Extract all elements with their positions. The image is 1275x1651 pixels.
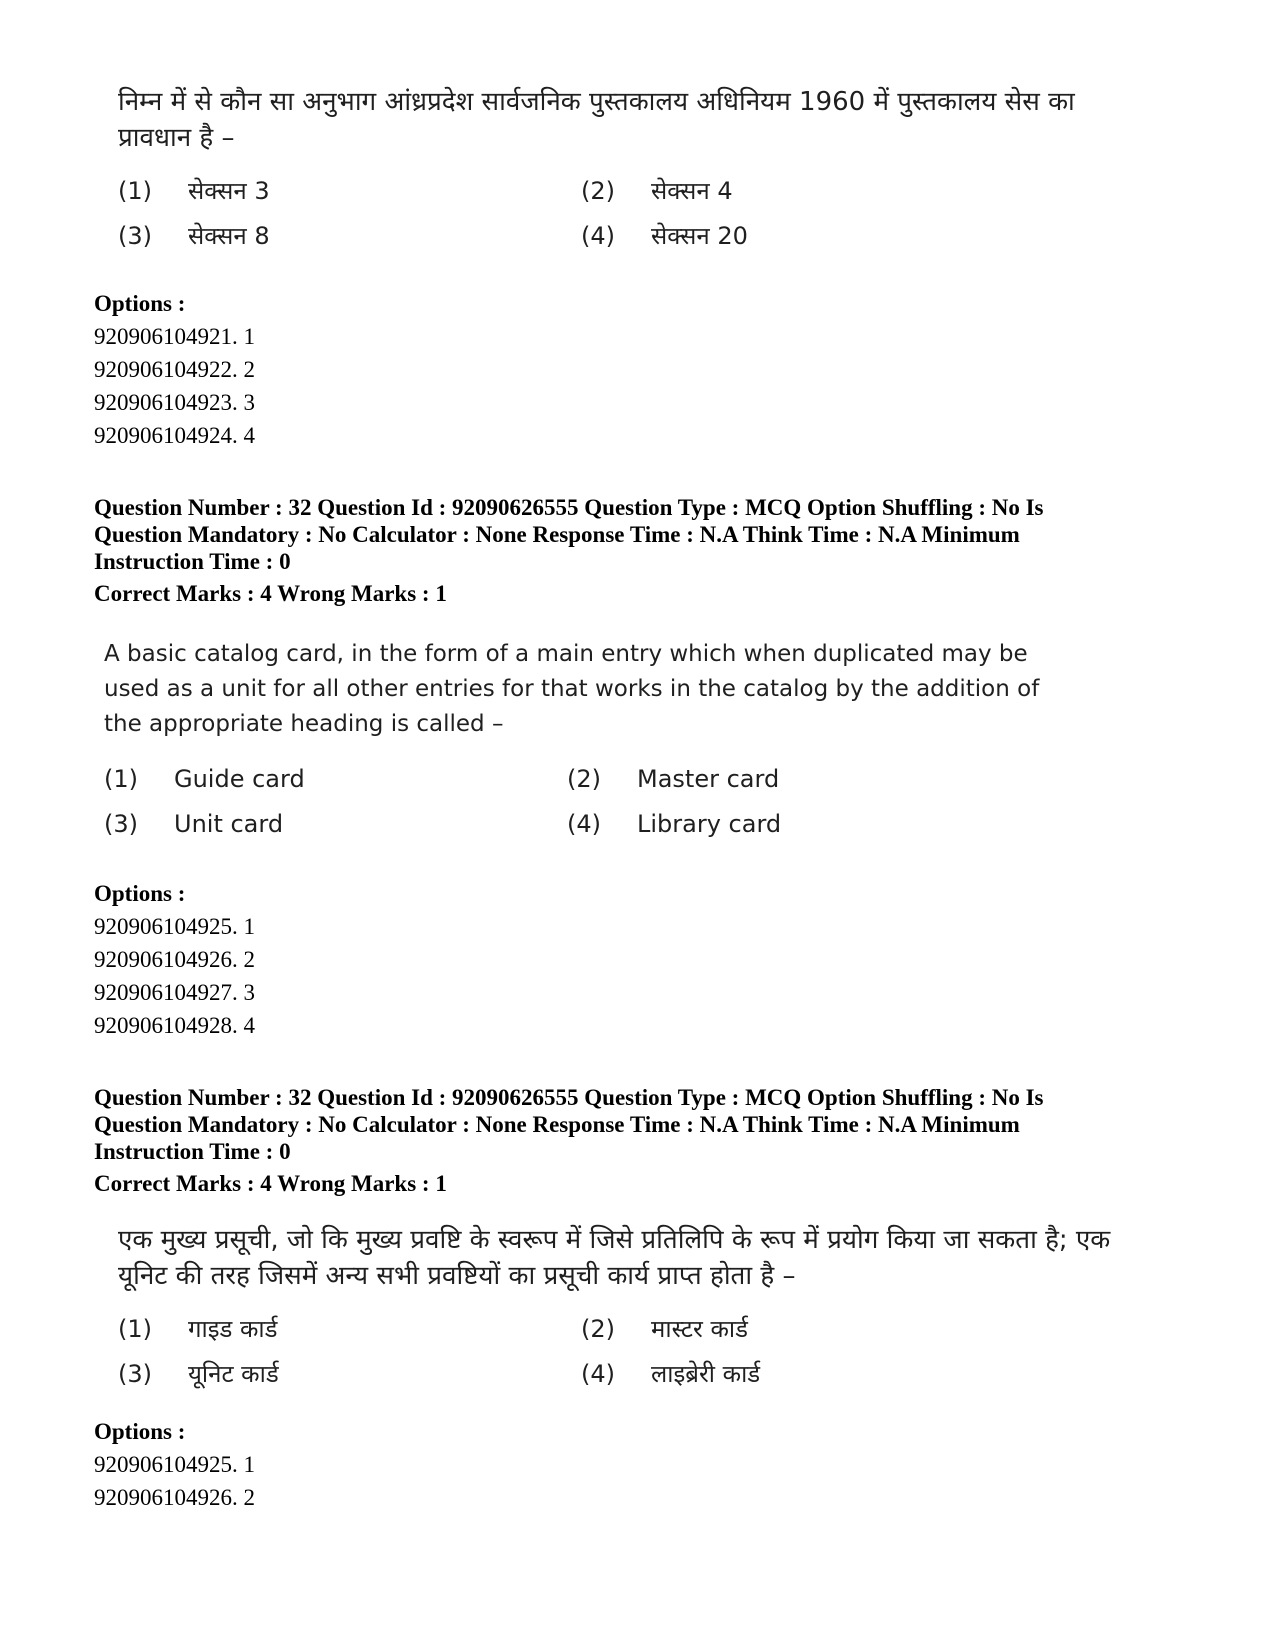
option-label: यूनिट कार्ड (188, 1360, 279, 1388)
answer-option (118, 1314, 277, 1344)
option-label: Guide card (174, 765, 305, 793)
question-text-block (118, 1222, 1118, 1402)
option-id: 920906104923. 3 (94, 390, 255, 415)
answer-option (104, 764, 305, 794)
question-text-block (118, 84, 1118, 264)
option-number: (1) (118, 177, 152, 205)
option-label: Master card (637, 765, 780, 793)
option-number: (1) (104, 765, 138, 793)
option-id: 920906104921. 1 (94, 324, 255, 349)
answer-option (118, 176, 270, 206)
options-list (94, 877, 255, 1042)
option-id: 920906104922. 2 (94, 357, 255, 382)
answer-option (118, 1359, 279, 1389)
option-label: सेक्सन 20 (651, 222, 748, 250)
option-number: (3) (118, 222, 152, 250)
option-id: 920906104926. 2 (94, 1485, 255, 1510)
option-label: सेक्सन 8 (188, 222, 270, 250)
option-label: Unit card (174, 810, 284, 838)
question-text: निम्न में से कौन सा अनुभाग आंध्रप्रदेश सार्वजनिक पुस्तकालय अधिनियम 1960 में पुस्तकालय सेस का प्रावधान है – (118, 87, 1075, 153)
answer-option (581, 1359, 760, 1389)
options-list (94, 1415, 255, 1514)
option-id: 920906104925. 1 (94, 914, 255, 939)
option-number: (3) (104, 810, 138, 838)
option-label: Library card (637, 810, 782, 838)
option-number: (4) (581, 222, 615, 250)
question-marks: Correct Marks : 4 Wrong Marks : 1 (94, 1171, 447, 1196)
question-text-block (104, 637, 1064, 847)
option-label: सेक्सन 4 (651, 177, 733, 205)
options-list (94, 287, 255, 452)
option-id: 920906104927. 3 (94, 980, 255, 1005)
answer-option (581, 176, 733, 206)
option-number: (4) (567, 810, 601, 838)
option-id: 920906104925. 1 (94, 1452, 255, 1477)
option-id: 920906104924. 4 (94, 423, 255, 448)
option-label: गाइड कार्ड (188, 1315, 278, 1343)
answer-option (104, 809, 283, 839)
option-id: 920906104926. 2 (94, 947, 255, 972)
options-heading: Options : (94, 881, 186, 906)
option-id: 920906104928. 4 (94, 1013, 255, 1038)
answer-option (581, 221, 748, 251)
question-text: एक मुख्य प्रसूची, जो कि मुख्य प्रवष्टि के स्वरूप में जिसे प्रतिलिपि के रूप में प्रयोग किया जा सकता है; एक यूनिट की तरह जिसमें अन्य सभी प्रवष्टियों का प्रसूची कार्य प्राप्त होता है – (118, 1225, 1111, 1291)
option-label: मास्टर कार्ड (651, 1315, 748, 1343)
question-meta: Question Number : 32 Question Id : 92090626555 Question Type : MCQ Option Shuffling : No Is Question Mandatory : No Calculator : None Response Time : N.A Think Time : N.A Minimum Instruction Time : 0 (94, 1085, 1044, 1164)
option-number: (4) (581, 1360, 615, 1388)
option-number: (2) (567, 765, 601, 793)
option-number: (2) (581, 1315, 615, 1343)
options-heading: Options : (94, 1419, 186, 1444)
question-marks: Correct Marks : 4 Wrong Marks : 1 (94, 581, 447, 606)
question-text: A basic catalog card, in the form of a main entry which when duplicated may be used as a unit for all other entries for that works in the catalog by the addition of the appropriate heading is called – (104, 641, 1040, 737)
answer-option (567, 764, 779, 794)
question-meta: Question Number : 32 Question Id : 92090626555 Question Type : MCQ Option Shuffling : No Is Question Mandatory : No Calculator : None Response Time : N.A Think Time : N.A Minimum Instruction Time : 0 (94, 495, 1044, 574)
option-number: (2) (581, 177, 615, 205)
answer-option (567, 809, 781, 839)
options-heading: Options : (94, 291, 186, 316)
answer-option (118, 221, 270, 251)
option-number: (1) (118, 1315, 152, 1343)
option-label: लाइब्रेरी कार्ड (651, 1360, 761, 1388)
option-number: (3) (118, 1360, 152, 1388)
option-label: सेक्सन 3 (188, 177, 270, 205)
answer-option (581, 1314, 748, 1344)
